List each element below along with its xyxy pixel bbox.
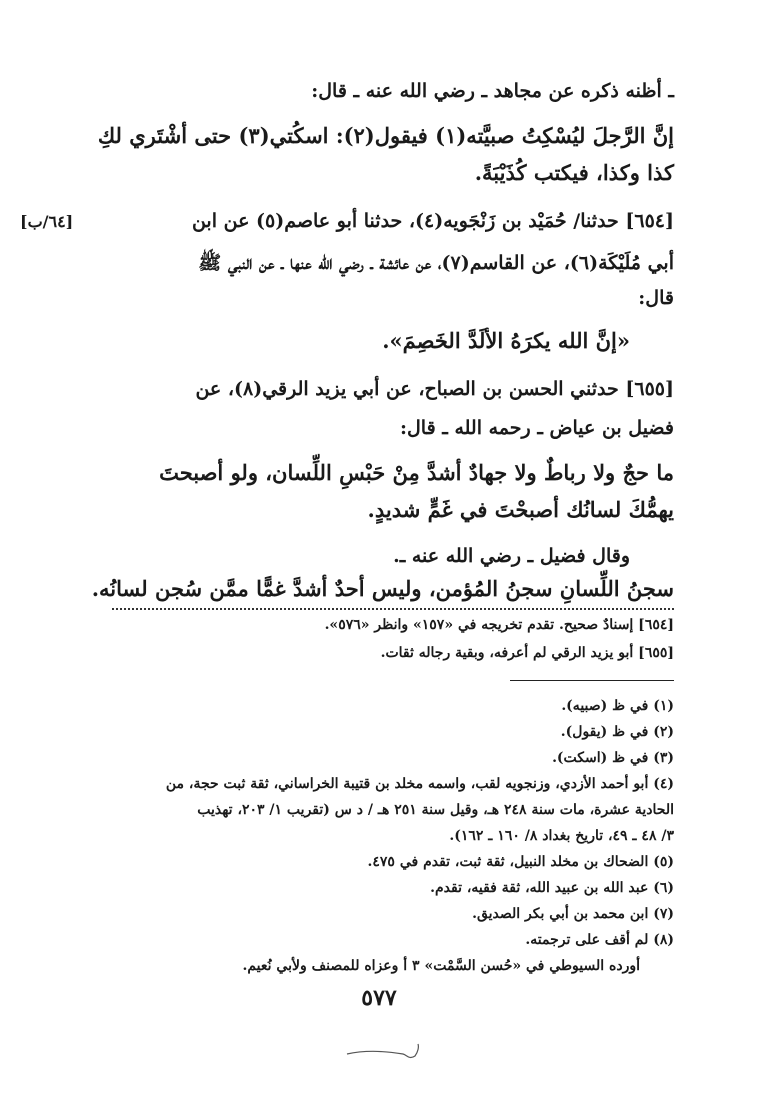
footnote-5: (٥) الضحاك بن مخلد النبيل، ثقة ثبت، تقدم في ٤٧٥. (367, 854, 674, 870)
body-line-3: كذا وكذا، فيكتب كُذَيْبَةً. (474, 160, 674, 185)
footnote-4-line-3: ٣/ ٤٨ ـ ٤٩، تاريخ بغداد ٨/ ١٦٠ ـ ١٦٢). (449, 828, 674, 844)
footnote-4-line-2: الحادية عشرة، مات سنة ٢٤٨ هـ، وقيل سنة ٢٥١ هـ / د س (تقريب ١/ ٢٠٣، تهذيب (197, 802, 674, 818)
footnote-rule (510, 680, 674, 681)
page-number: ٥٧٧ (361, 985, 397, 1011)
athar-655-text-2: يهمُّكَ لسانُك أصبحْتَ في غَمٍّ شديدٍ. (367, 497, 674, 522)
footnote-7: (٧) ابن محمد بن أبي بكر الصديق. (472, 906, 674, 922)
takhrij-note-655: [٦٥٥] أبو يزيد الرقي لم أعرفه، وبقية رجاله ثقات. (380, 645, 674, 661)
dotted-separator (112, 608, 674, 610)
footnote-8: (٨) لم أقف على ترجمته. (525, 932, 674, 948)
footnote-3: (٣) في ظ (اسكت). (552, 750, 674, 766)
hadith-654-text: «إنَّ الله يكرَهُ الألَدَّ الخَصِمَ». (382, 328, 630, 353)
fudayl-saying-text: سجنُ اللِّسانِ سجنُ المُؤمن، وليس أحدٌ أشدَّ غمًّا ممَّن سُجن لسانُه. (91, 576, 674, 601)
handwritten-mark (345, 1042, 425, 1066)
footnote-4-line-1: (٤) أبو أحمد الأزدي، وزنجويه لقب، واسمه مخلد بن قتيبة الخراساني، ثقة ثبت حجة، من (165, 776, 674, 792)
athar-655-text-1: ما حجٌ ولا رباطٌ ولا جهادٌ أشدَّ مِنْ حَبْسِ اللِّسان، ولو أصبحتَ (159, 460, 674, 485)
takhrij-note-654: [٦٥٤] إسنادٌ صحيح. تقدم تخريجه في «١٥٧» وانظر «٥٧٦». (324, 617, 674, 633)
fudayl-saying-intro: وقال فضيل ـ رضي الله عنه ـ. (393, 545, 630, 567)
footnote-8-continuation: أورده السيوطي في «حُسن السَّمْت» ٣ أ وعزاه للمصنف ولأبي نُعيم. (242, 958, 640, 974)
body-line-2: إنَّ الرَّجلَ ليُسْكِتُ صبيَّته(١) فيقول(٢): اسكُتي(٣) حتى أشْتَري لكِ (97, 123, 674, 148)
footnote-1: (١) في ظ (صبيه). (561, 698, 674, 714)
footnote-2: (٢) في ظ (يقول). (560, 724, 674, 740)
body-line-1: ـ أظنه ذكره عن مجاهد ـ رضي الله عنه ـ قال: (311, 80, 674, 102)
hadith-654-line-1: [٦٥٤] حدثنا/ حُمَيْد بن زَنْجَويه(٤)، حدثنا أبو عاصم(٥) عن ابن (191, 210, 674, 232)
hadith-654-line-2: أبي مُلَيْكَة(٦)، عن القاسم(٧)، عن عائشة ـ رضي الله عنها ـ عن النبي ﷺ (198, 252, 674, 274)
hadith-654-line-3: قال: (638, 287, 674, 309)
athar-655-line-1: [٦٥٥] حدثني الحسن بن الصباح، عن أبي يزيد الرقي(٨)، عن (195, 378, 674, 400)
manuscript-folio-marker: [٦٤/ب] (20, 212, 74, 231)
footnote-6: (٦) عبد الله بن عبيد الله، ثقة فقيه، تقدم. (430, 880, 674, 896)
athar-655-line-2: فضيل بن عياض ـ رحمه الله ـ قال: (399, 417, 674, 439)
